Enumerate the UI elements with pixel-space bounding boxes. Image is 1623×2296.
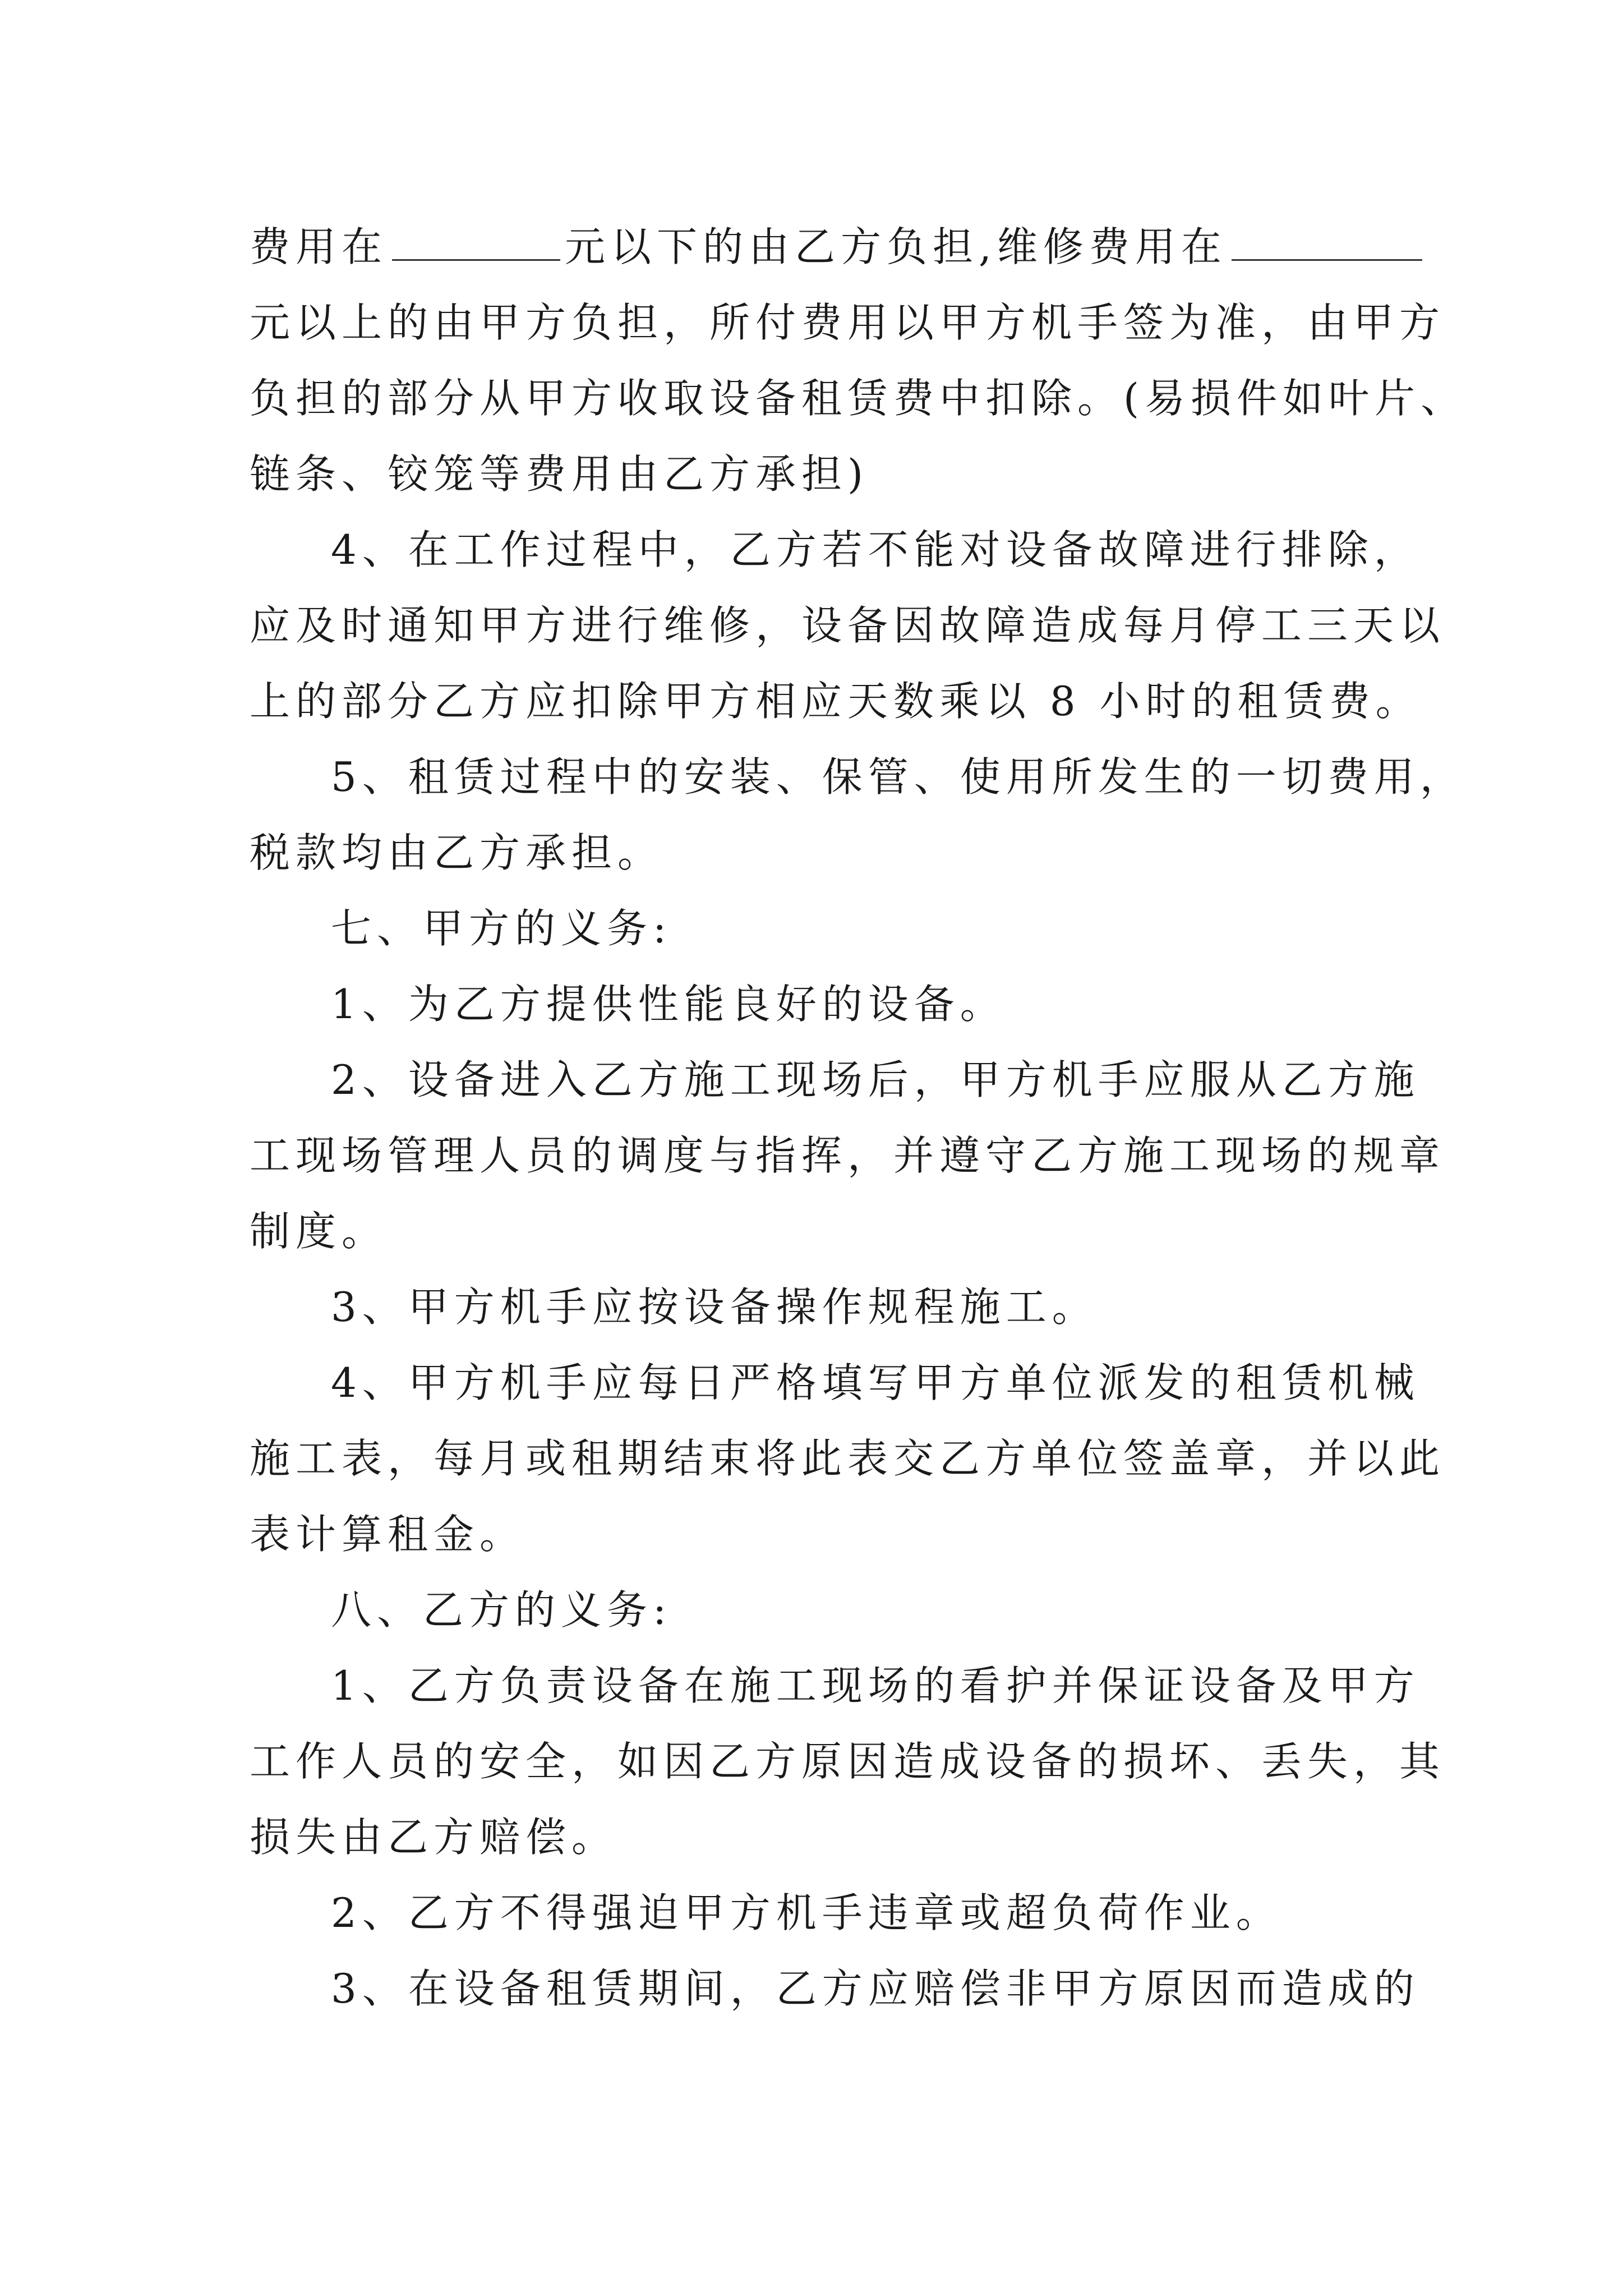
- text-line: 负担的部分从甲方收取设备租赁费中扣除。(易损件如叶片、: [250, 375, 1467, 422]
- text-line: 工作人员的安全，如因乙方原因造成设备的损坏、丢失，其: [250, 1738, 1446, 1785]
- paragraph-start: 1、乙方负责设备在施工现场的看护并保证设备及甲方: [331, 1662, 1420, 1709]
- fill-in-blank: [392, 224, 560, 261]
- text-line: 上的部分乙方应扣除甲方相应天数乘以 8 小时的租赁费。: [250, 678, 1422, 725]
- text-line: 元以上的由甲方负担，所付费用以甲方机手签为准，由甲方: [250, 299, 1446, 346]
- paragraph-start: 2、乙方不得强迫甲方机手违章或超负荷作业。: [331, 1889, 1282, 1936]
- text-line: 税款均由乙方承担。: [250, 829, 664, 876]
- paragraph-start: 5、租赁过程中的安装、保管、使用所发生的一切费用，: [331, 753, 1466, 800]
- paragraph-start: 3、在设备租赁期间，乙方应赔偿非甲方原因而造成的: [331, 1965, 1420, 2012]
- text-line: 制度。: [250, 1208, 388, 1255]
- text-line: [250, 216, 1410, 278]
- text-line: 链条、铰笼等费用由乙方承担): [250, 450, 869, 498]
- text-line: 表计算租金。: [250, 1511, 526, 1558]
- fill-in-blank: [1232, 224, 1422, 261]
- text-span: 元以下的由乙方负担,维修费用在: [565, 223, 1227, 270]
- paragraph-start: 4、在工作过程中，乙方若不能对设备故障进行排除，: [331, 526, 1420, 573]
- section-heading: 七、甲方的义务:: [331, 905, 672, 952]
- paragraph-start: 2、设备进入乙方施工现场后，甲方机手应服从乙方施: [331, 1056, 1420, 1103]
- text-line: 应及时通知甲方进行维修，设备因故障造成每月停工三天以: [250, 602, 1446, 649]
- text-line: 施工表，每月或租期结束将此表交乙方单位签盖章，并以此: [250, 1435, 1446, 1482]
- text-line: 损失由乙方赔偿。: [250, 1814, 618, 1861]
- paragraph-start: 3、甲方机手应按设备操作规程施工。: [331, 1283, 1098, 1331]
- section-heading: 八、乙方的义务:: [331, 1586, 672, 1634]
- text-line: 工现场管理人员的调度与指挥，并遵守乙方施工现场的规章: [250, 1132, 1446, 1179]
- paragraph-start: 4、甲方机手应每日严格填写甲方单位派发的租赁机械: [331, 1359, 1420, 1406]
- paragraph-start: 1、为乙方提供性能良好的设备。: [331, 981, 1006, 1028]
- text-span: 费用在: [250, 223, 388, 270]
